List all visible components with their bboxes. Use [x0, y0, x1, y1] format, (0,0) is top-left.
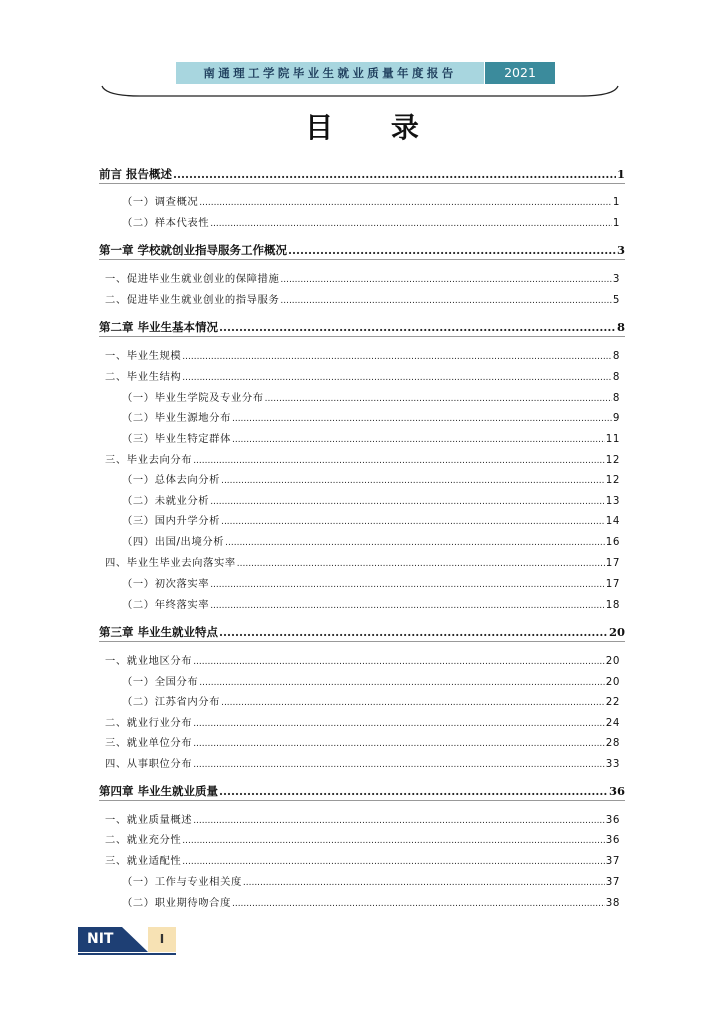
toc-dot-leader: [193, 456, 605, 466]
toc-entry-label: 三、就业适配性: [105, 855, 182, 867]
toc-entry-page: 5: [612, 294, 620, 306]
toc-entry-page: 8: [612, 350, 620, 362]
toc-chapter-entry[interactable]: [99, 242, 625, 258]
toc-dot-leader: [232, 414, 612, 424]
toc-entry[interactable]: [122, 430, 620, 445]
toc-dot-leader: [193, 760, 605, 770]
toc-entry-label: （二）未就业分析: [122, 495, 210, 507]
toc-entry-page: 17: [605, 557, 620, 569]
toc-entry[interactable]: [105, 734, 620, 749]
toc-entry[interactable]: [122, 693, 620, 708]
header-year: 2021: [485, 62, 555, 84]
toc-entry[interactable]: [105, 347, 620, 362]
chapter-underline: [99, 336, 625, 337]
toc-dot-leader: [210, 497, 605, 507]
toc-entry-label: （二）江苏省内分布: [122, 696, 221, 708]
report-header: [176, 62, 555, 84]
toc-entry-label: 第二章 毕业生基本情况: [99, 320, 219, 334]
toc-entry-page: 36: [605, 814, 620, 826]
toc-entry-page: 1: [612, 196, 620, 208]
toc-entry-page: 20: [605, 676, 620, 688]
toc-dot-leader: [232, 899, 605, 909]
toc-entry[interactable]: [105, 451, 620, 466]
toc-dot-leader: [210, 601, 605, 611]
toc-dot-leader: [182, 352, 612, 362]
toc-entry-label: （一）调查概况: [122, 196, 199, 208]
toc-dot-leader: [193, 739, 605, 749]
header-title: 南通理工学院毕业生就业质量年度报告: [176, 62, 484, 84]
toc-entry-label: 第一章 学校就创业指导服务工作概况: [99, 243, 288, 257]
school-logo: NIT: [78, 927, 148, 952]
toc-entry-label: 一、促进毕业生就业创业的保障措施: [105, 273, 280, 285]
toc-entry[interactable]: [122, 894, 620, 909]
toc-chapter-entry[interactable]: [99, 783, 625, 799]
toc-entry-page: 18: [605, 599, 620, 611]
toc-entry-label: 三、就业单位分布: [105, 737, 193, 749]
toc-dot-leader: [193, 719, 605, 729]
toc-dot-leader: [237, 559, 605, 569]
toc-dot-leader: [221, 517, 605, 527]
toc-entry-page: 37: [605, 876, 620, 888]
toc-dot-leader: [210, 219, 612, 229]
toc-entry-label: 第四章 毕业生就业质量: [99, 784, 219, 798]
toc-entry-page: 33: [605, 758, 620, 770]
toc-entry[interactable]: [122, 214, 620, 229]
toc-entry[interactable]: [105, 652, 620, 667]
toc-dot-leader: [193, 657, 605, 667]
toc-dot-leader: [182, 857, 604, 867]
toc-entry-page: 17: [605, 578, 620, 590]
logo-corner-shape: [122, 927, 148, 952]
toc-entry-page: 3: [616, 243, 625, 257]
toc-dot-leader: [225, 538, 605, 548]
toc-entry-page: 24: [605, 717, 620, 729]
toc-dot-leader: [221, 698, 605, 708]
toc-entry-page: 20: [608, 625, 625, 639]
toc-entry-page: 22: [605, 696, 620, 708]
toc-entry-label: 二、促进毕业生就业创业的指导服务: [105, 294, 280, 306]
toc-entry[interactable]: [105, 270, 620, 285]
toc-dot-leader: [243, 878, 605, 888]
toc-dot-leader: [199, 198, 612, 208]
toc-entry[interactable]: [105, 714, 620, 729]
toc-chapter-entry[interactable]: [99, 166, 625, 182]
toc-dot-leader: [280, 275, 611, 285]
toc-entry-page: 38: [605, 897, 620, 909]
toc-entry-label: 二、就业行业分布: [105, 717, 193, 729]
page-number: I: [148, 927, 176, 952]
toc-entry[interactable]: [105, 811, 620, 826]
toc-entry-label: （一）毕业生学院及专业分布: [122, 392, 264, 404]
toc-entry-label: 四、毕业生毕业去向落实率: [105, 557, 236, 569]
toc-entry[interactable]: [122, 471, 620, 486]
toc-entry-page: 12: [605, 454, 620, 466]
toc-entry[interactable]: [105, 755, 620, 770]
toc-entry-label: （一）初次落实率: [122, 578, 210, 590]
chapter-underline: [99, 641, 625, 642]
toc-entry[interactable]: [122, 389, 620, 404]
chapter-underline: [99, 183, 625, 184]
toc-dot-leader: [219, 625, 608, 639]
toc-entry-page: 1: [612, 217, 620, 229]
toc-entry[interactable]: [122, 533, 620, 548]
toc-entry-label: （三）毕业生特定群体: [122, 433, 231, 445]
toc-entry-label: 二、毕业生结构: [105, 371, 182, 383]
toc-entry[interactable]: [105, 368, 620, 383]
toc-chapter-entry[interactable]: [99, 624, 625, 640]
toc-dot-leader: [182, 836, 604, 846]
toc-entry-page: 8: [616, 320, 625, 334]
chapter-underline: [99, 259, 625, 260]
toc-entry-page: 16: [605, 536, 620, 548]
chapter-underline: [99, 800, 625, 801]
toc-entry[interactable]: [122, 492, 620, 507]
toc-entry-page: 20: [605, 655, 620, 667]
toc-entry-page: 8: [612, 392, 620, 404]
toc-entry-page: 14: [605, 515, 620, 527]
toc-entry[interactable]: [122, 409, 620, 424]
toc-entry-label: （二）职业期待吻合度: [122, 897, 231, 909]
toc-entry-label: 一、就业地区分布: [105, 655, 193, 667]
toc-dot-leader: [280, 296, 611, 306]
toc-entry-label: 第三章 毕业生就业特点: [99, 625, 219, 639]
toc-entry[interactable]: [122, 193, 620, 208]
toc-entry-label: 四、从事职位分布: [105, 758, 193, 770]
toc-dot-leader: [210, 580, 605, 590]
toc-dot-leader: [265, 394, 612, 404]
toc-entry-label: （一）工作与专业相关度: [122, 876, 242, 888]
toc-dot-leader: [219, 320, 616, 334]
toc-entry[interactable]: [105, 831, 620, 846]
toc-title: 目 录: [305, 111, 443, 144]
toc-dot-leader: [193, 816, 605, 826]
toc-entry-label: 前言 报告概述: [99, 167, 173, 181]
toc-entry[interactable]: [105, 852, 620, 867]
toc-entry[interactable]: [105, 291, 620, 306]
toc-dot-leader: [232, 435, 605, 445]
toc-entry-label: （一）总体去向分析: [122, 474, 221, 486]
toc-dot-leader: [182, 373, 612, 383]
toc-entry-label: 一、就业质量概述: [105, 814, 193, 826]
toc-entry[interactable]: [122, 596, 620, 611]
toc-dot-leader: [288, 243, 616, 257]
toc-entry[interactable]: [122, 873, 620, 888]
toc-entry-label: 一、毕业生规模: [105, 350, 182, 362]
footer-underline: [78, 953, 176, 955]
toc-entry-page: 3: [612, 273, 620, 285]
toc-entry-label: （一）全国分布: [122, 676, 199, 688]
toc-entry-page: 28: [605, 737, 620, 749]
toc-entry-page: 11: [605, 433, 620, 445]
toc-entry-page: 9: [612, 412, 620, 424]
toc-entry-page: 8: [612, 371, 620, 383]
toc-entry-label: （二）样本代表性: [122, 217, 210, 229]
toc-entry[interactable]: [122, 512, 620, 527]
toc-entry-page: 36: [608, 784, 625, 798]
toc-entry-label: （四）出国/出境分析: [122, 536, 225, 548]
toc-entry-label: 三、毕业去向分布: [105, 454, 193, 466]
toc-entry-label: （三）国内升学分析: [122, 515, 221, 527]
toc-entry-page: 37: [605, 855, 620, 867]
toc-entry[interactable]: [105, 554, 620, 569]
header-divider-curve: [100, 82, 620, 100]
toc-entry-label: 二、就业充分性: [105, 834, 182, 846]
toc-entry[interactable]: [122, 673, 620, 688]
toc-entry-page: 1: [616, 167, 625, 181]
toc-dot-leader: [199, 678, 604, 688]
toc-dot-leader: [173, 167, 616, 181]
toc-entry-label: （二）年终落实率: [122, 599, 210, 611]
toc-dot-leader: [221, 476, 605, 486]
toc-entry-page: 36: [605, 834, 620, 846]
toc-entry-label: （二）毕业生源地分布: [122, 412, 231, 424]
toc-entry[interactable]: [122, 575, 620, 590]
toc-dot-leader: [219, 784, 608, 798]
toc-chapter-entry[interactable]: [99, 319, 625, 335]
toc-entry-page: 13: [605, 495, 620, 507]
toc-entry-page: 12: [605, 474, 620, 486]
